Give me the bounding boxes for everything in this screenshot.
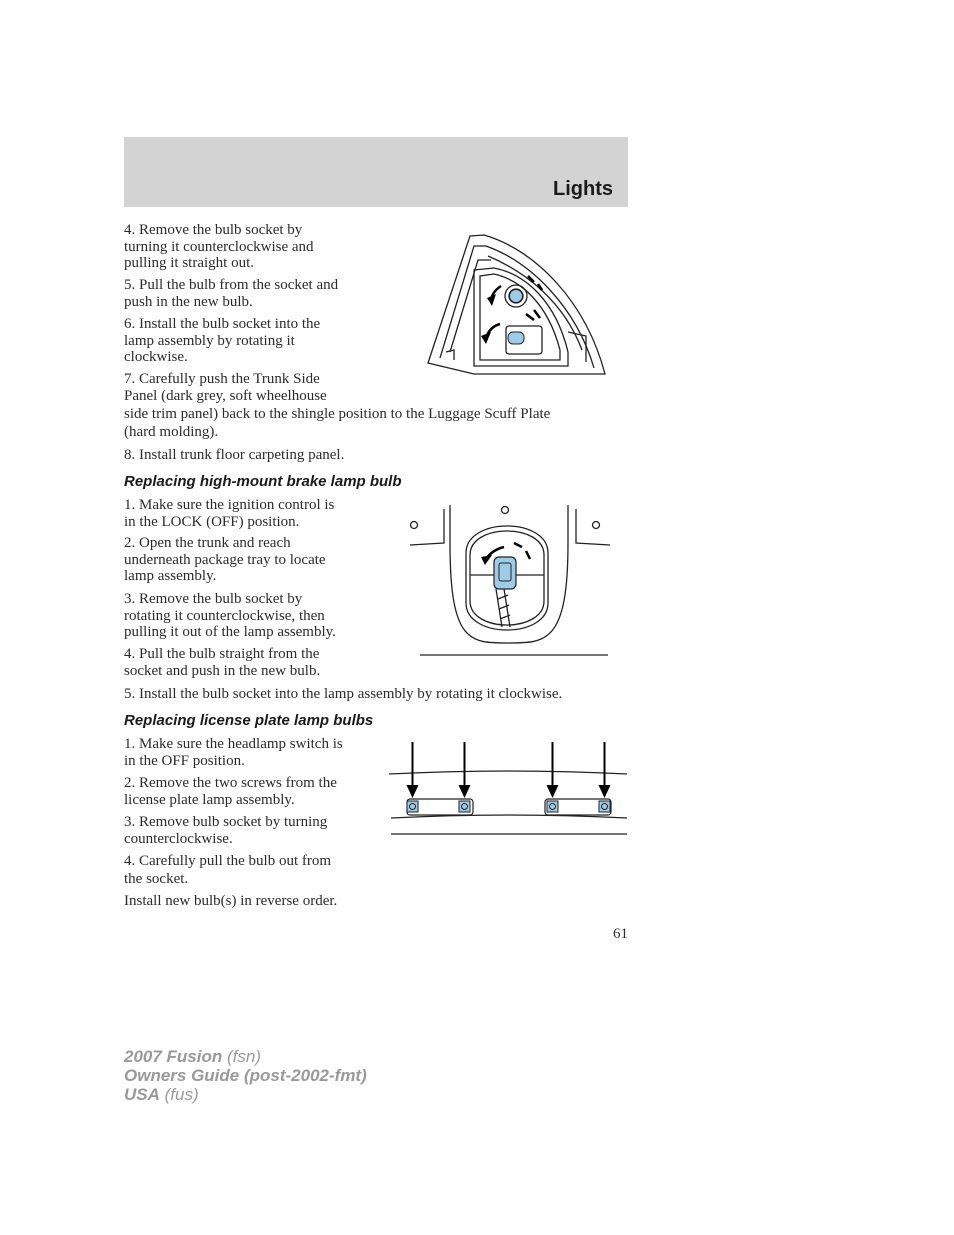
tail-lamp-illustration [426, 232, 608, 376]
footer-market: USA [124, 1085, 160, 1104]
step-text: 7. Carefully push the Trunk Side Panel (dark grey, soft wheelhouse [124, 371, 327, 404]
step-text: Install new bulb(s) in reverse order. [124, 893, 338, 909]
step-text: 2. Remove the two screws from the license plate lamp assembly. [124, 775, 337, 808]
section-heading: Replacing license plate lamp bulbs [124, 712, 374, 729]
step-text: 5. Install the bulb socket into the lamp assembly by rotating it clockwise. [124, 686, 563, 702]
footer-model: 2007 Fusion [124, 1047, 223, 1066]
footer-line [124, 1066, 367, 1085]
document-footer [124, 1047, 367, 1104]
section-heading: Replacing high-mount brake lamp bulb [124, 473, 402, 490]
license-plate-lamp-illustration [389, 740, 629, 836]
step-text: 3. Remove bulb socket by turning counterclockwise. [124, 814, 328, 847]
step-text: 5. Pull the bulb from the socket and push in the new bulb. [124, 277, 339, 310]
step-text: 8. Install trunk floor carpeting panel. [124, 447, 345, 463]
footer-line [124, 1085, 367, 1104]
footer-guide: Owners Guide (post-2002-fmt) [124, 1066, 367, 1085]
step-text: 1. Make sure the ignition control is in the LOCK (OFF) position. [124, 497, 335, 530]
footer-model-code: (fsn) [222, 1047, 261, 1066]
step-text: 1. Make sure the headlamp switch is in the OFF position. [124, 736, 343, 769]
step-text: 3. Remove the bulb socket by rotating it counterclockwise, then pulling it out of the lamp assembly. [124, 591, 336, 640]
section-header-band [124, 137, 628, 207]
step-text: side trim panel) back to the shingle position to the Luggage Scuff Plate (hard molding). [124, 406, 551, 440]
step-text: 4. Carefully pull the bulb out from the socket. [124, 853, 332, 887]
footer-market-code: (fus) [159, 1085, 199, 1104]
high-mount-lamp-illustration [408, 503, 612, 659]
step-text: 4. Pull the bulb straight from the socket and push in the new bulb. [124, 646, 321, 679]
step-text: 2. Open the trunk and reach underneath package tray to locate lamp assembly. [124, 535, 326, 584]
step-text: 4. Remove the bulb socket by turning it counterclockwise and pulling it straight out. [124, 222, 314, 271]
page-number: 61 [613, 926, 628, 942]
step-text: 6. Install the bulb socket into the lamp assembly by rotating it clockwise. [124, 316, 321, 365]
footer-line [124, 1047, 367, 1066]
section-title: Lights [553, 178, 613, 200]
